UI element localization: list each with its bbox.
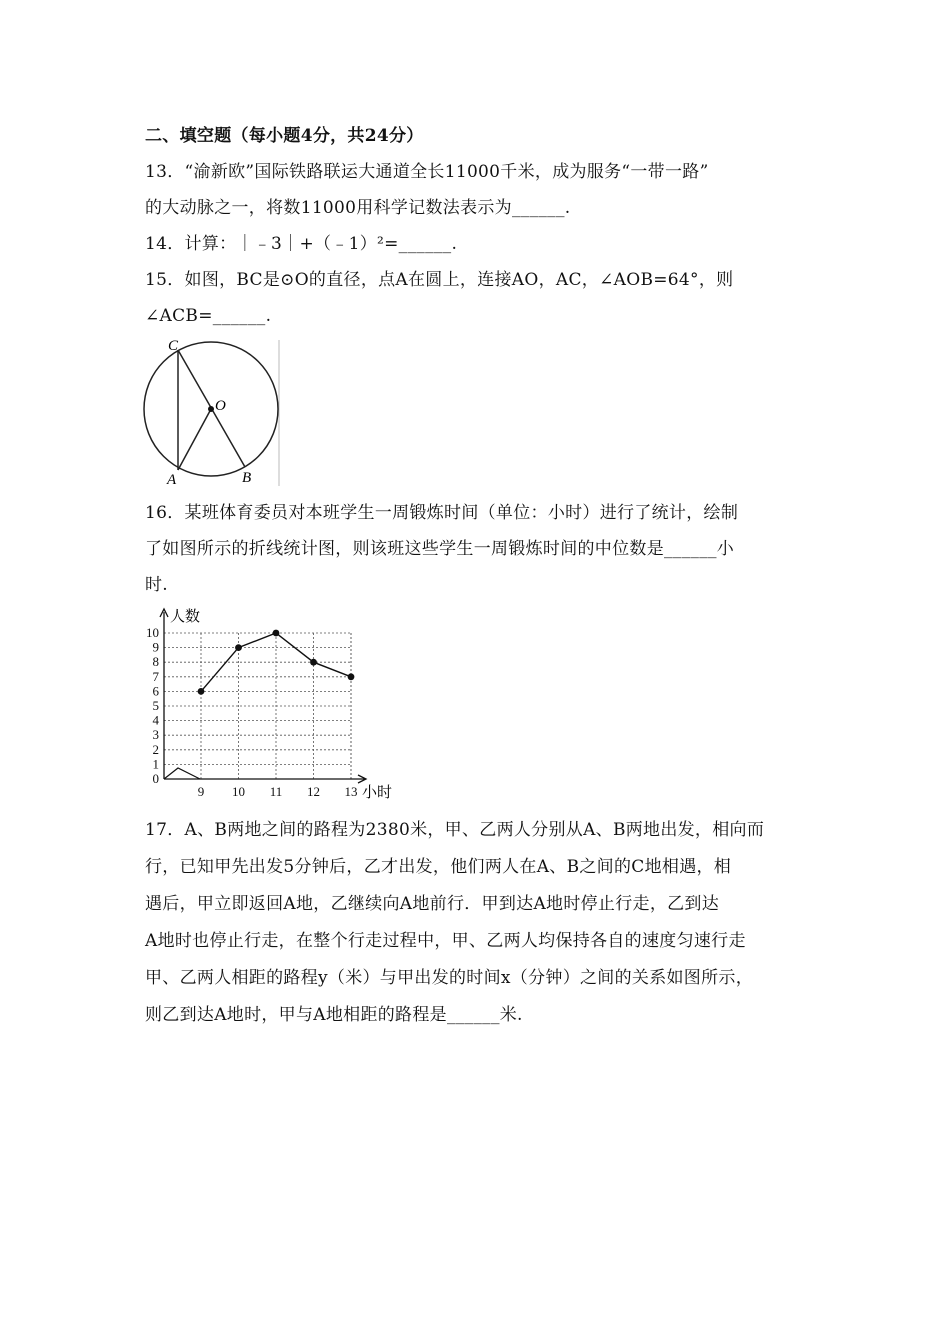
q17-line-4: A地时也停止行走，在整个行走过程中，甲、乙两人均保持各自的速度匀速行走 — [145, 931, 746, 951]
q14-line-1: 14．计算：｜﹣3｜+（﹣1）²=______. — [145, 234, 458, 254]
section-title: 二、填空题（每小题4分，共24分） — [145, 126, 424, 146]
label-o: O — [215, 398, 226, 414]
y-tick-6: 6 — [152, 683, 159, 699]
y-axis-label: 人数 — [170, 609, 201, 625]
data-point-11 — [273, 630, 280, 637]
q13-line-2: 的大动脉之一，将数11000用科学记数法表示为______. — [145, 198, 571, 218]
q13-line-1: 13．“渝新欧”国际铁路联运大通道全长11000千米，成为服务“一带一路” — [145, 162, 709, 182]
data-point-10 — [235, 644, 242, 651]
q16-line-2: 了如图所示的折线统计图，则该班这些学生一周锻炼时间的中位数是______小 — [145, 539, 735, 559]
q15-circle-figure — [138, 336, 283, 488]
chart-grid — [164, 633, 351, 779]
y-tick-4: 4 — [152, 712, 159, 728]
q17-line-3: 遇后，甲立即返回A地，乙继续向A地前行．甲到达A地时停止行走，乙到达 — [145, 894, 720, 914]
q16-line-chart — [140, 604, 400, 804]
x-tick-10: 10 — [232, 784, 245, 799]
center-point-o — [208, 406, 214, 412]
q17-line-5: 甲、乙两人相距的路程y（米）与甲出发的时间x（分钟）之间的关系如图所示， — [145, 968, 753, 988]
q17-line-6: 则乙到达A地时，甲与A地相距的路程是______米. — [145, 1005, 523, 1025]
label-c: C — [168, 338, 179, 354]
x-tick-12: 12 — [307, 784, 320, 799]
y-tick-10: 10 — [146, 625, 159, 640]
q17-line-2: 行，已知甲先出发5分钟后，乙才出发，他们两人在A、B之间的C地相遇，相 — [145, 857, 732, 877]
q17-line-1: 17．A、B两地之间的路程为2380米，甲、乙两人分别从A、B两地出发，相向而 — [145, 820, 765, 840]
y-tick-7: 7 — [152, 668, 159, 684]
y-tick-5: 5 — [152, 698, 159, 713]
q15-line-1: 15．如图，BC是⊙O的直径，点A在圆上，连接AO，AC，∠AOB=64°，则 — [145, 270, 734, 290]
q16-line-1: 16．某班体育委员对本班学生一周锻炼时间（单位：小时）进行了统计，绘制 — [145, 503, 739, 523]
y-tick-3: 3 — [152, 727, 159, 743]
y-tick-labels — [146, 625, 160, 786]
segment-ao — [178, 409, 211, 470]
y-tick-2: 2 — [152, 741, 159, 757]
x-tick-13: 13 — [344, 784, 358, 799]
data-point-13 — [348, 673, 355, 680]
chart-axes — [160, 609, 366, 783]
y-tick-0: 0 — [152, 771, 159, 786]
x-tick-labels — [198, 784, 358, 799]
q15-line-2: ∠ACB=______. — [145, 306, 272, 326]
axis-break-mark — [164, 768, 200, 779]
data-point-9 — [198, 688, 205, 695]
y-tick-1: 1 — [152, 756, 159, 772]
y-tick-8: 8 — [152, 654, 159, 670]
x-tick-11: 11 — [269, 784, 283, 799]
q16-line-3: 时. — [145, 575, 169, 595]
data-point-12 — [310, 659, 317, 666]
x-axis-label: 小时 — [362, 785, 393, 801]
x-tick-9: 9 — [197, 784, 205, 799]
label-a: A — [167, 472, 177, 488]
y-tick-9: 9 — [152, 639, 159, 655]
label-b: B — [242, 470, 252, 486]
